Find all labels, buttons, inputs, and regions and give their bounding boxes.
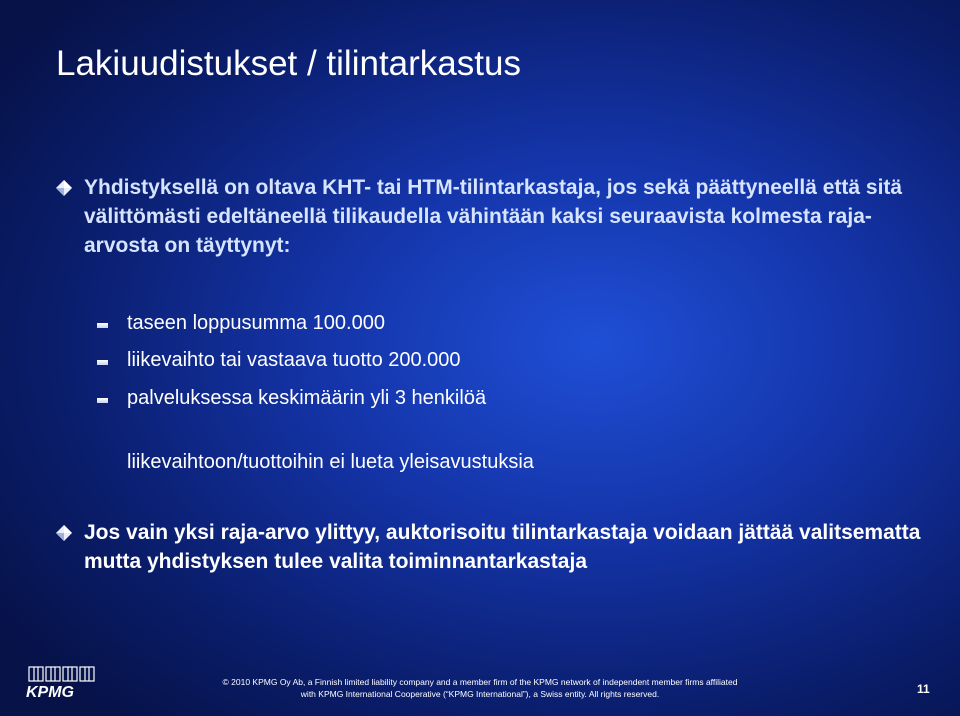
slide-title: Lakiuudistukset / tilintarkastus bbox=[56, 44, 521, 83]
dash-bullet-icon bbox=[97, 323, 108, 328]
dash-bullet-icon bbox=[97, 398, 108, 403]
note-text: liikevaihtoon/tuottoihin ei lueta yleisavustuksia bbox=[127, 451, 534, 473]
bullet-text: Jos vain yksi raja-arvo ylittyy, auktorisoitu tilintarkastaja voidaan jättää valitsematta mutta yhdistyksen tulee valita toiminnantarkastaja bbox=[84, 521, 921, 573]
kpmg-logo bbox=[26, 666, 98, 700]
bullet-text: Yhdistyksellä on oltava KHT- tai HTM-tilintarkastaja, jos sekä päättyneellä että sitä välittömästi edeltäneellä tilikaudella vähintään kaksi seuraavista kolmesta raja-arvosta on täyttynyt: bbox=[84, 176, 903, 257]
diamond-bullet-icon bbox=[56, 525, 72, 541]
copyright-line-1: © 2010 KPMG Oy Ab, a Finnish limited liability company and a member firm of the KPMG network of independent member firms affiliated bbox=[222, 677, 738, 687]
page-number: 11 bbox=[917, 682, 930, 696]
copyright-line-2: with KPMG International Cooperative (“KPMG International”), a Swiss entity. All rights reserved. bbox=[300, 689, 660, 699]
sub-bullet-text: palveluksessa keskimäärin yli 3 henkilöä bbox=[127, 387, 487, 409]
footer-copyright bbox=[190, 676, 770, 700]
diamond-bullet-icon bbox=[56, 180, 72, 196]
dash-bullet-icon bbox=[97, 360, 108, 365]
sub-bullet-text: liikevaihto tai vastaava tuotto 200.000 bbox=[127, 349, 461, 371]
kpmg-logo-text: KPMG bbox=[26, 684, 74, 700]
sub-bullet-text: taseen loppusumma 100.000 bbox=[127, 312, 385, 334]
